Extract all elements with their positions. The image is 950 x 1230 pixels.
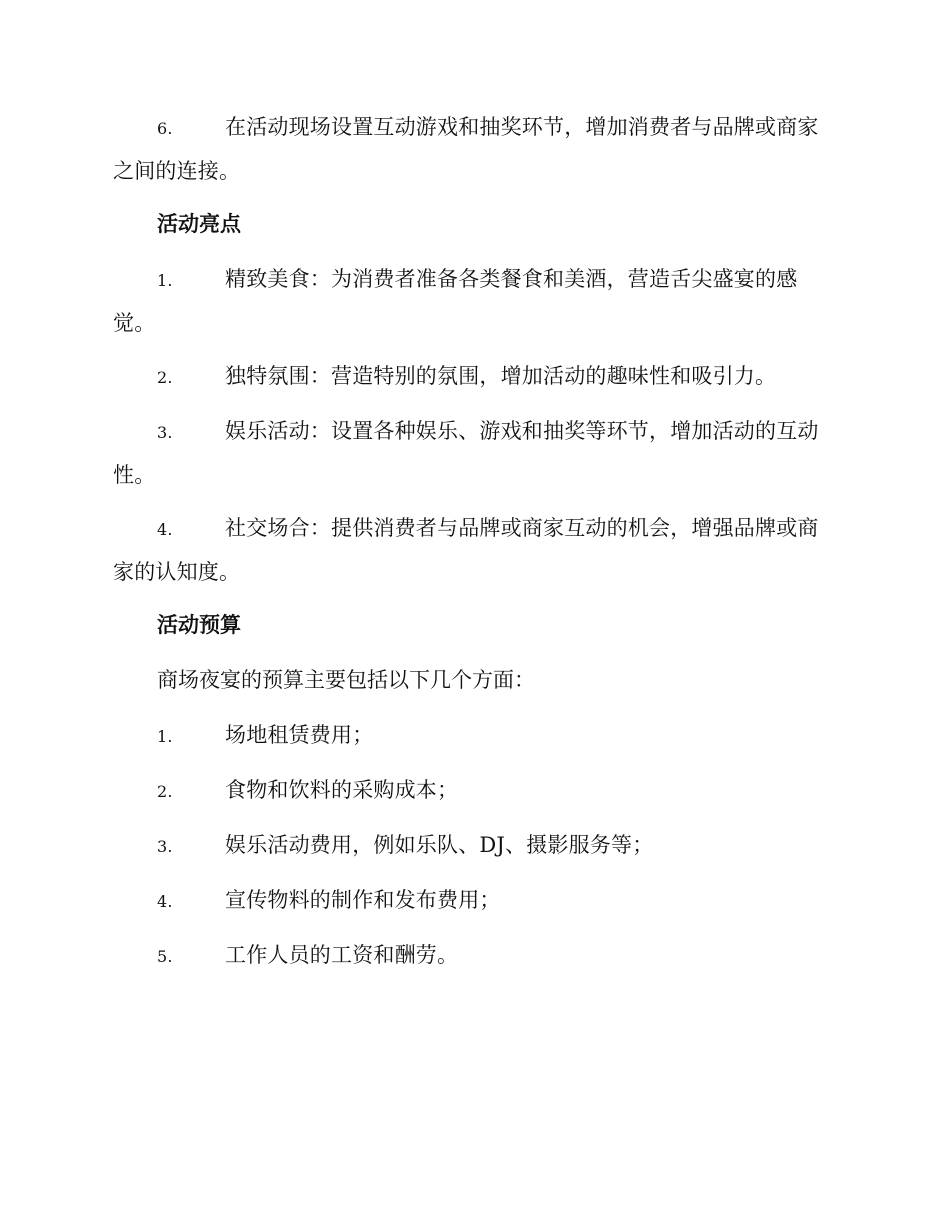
list-text: 独特氛围：营造特别的氛围，增加活动的趣味性和吸引力。 bbox=[225, 364, 777, 388]
list-text: 社交场合：提供消费者与品牌或商家互动的机会，增强品牌或商家的认知度。 bbox=[113, 516, 819, 584]
list-text: 宣传物料的制作和发布费用； bbox=[225, 888, 501, 912]
list-item bbox=[113, 507, 835, 593]
list-number: 5. bbox=[157, 947, 173, 966]
list-number: 2. bbox=[157, 782, 173, 801]
list-number: 6. bbox=[157, 119, 173, 138]
section-heading-highlights: 活动亮点 bbox=[157, 212, 241, 236]
list-number: 3. bbox=[157, 423, 173, 442]
list-text: 食物和饮料的采购成本； bbox=[225, 778, 459, 802]
list-text: 娱乐活动：设置各种娱乐、游戏和抽奖等环节，增加活动的互动性。 bbox=[113, 419, 819, 487]
list-text: 娱乐活动费用，例如乐队、DJ、摄影服务等； bbox=[225, 833, 654, 857]
list-item bbox=[113, 355, 835, 399]
list-item bbox=[113, 769, 835, 813]
list-number: 1. bbox=[157, 727, 173, 746]
list-text: 场地租赁费用； bbox=[225, 723, 374, 747]
budget-intro: 商场夜宴的预算主要包括以下几个方面： bbox=[157, 668, 535, 692]
list-item bbox=[113, 824, 835, 868]
list-text: 精致美食：为消费者准备各类餐食和美酒，营造舌尖盛宴的感觉。 bbox=[113, 267, 798, 335]
list-number: 3. bbox=[157, 837, 173, 856]
list-text: 在活动现场设置互动游戏和抽奖环节，增加消费者与品牌或商家之间的连接。 bbox=[113, 115, 819, 183]
list-number: 2. bbox=[157, 368, 173, 387]
list-item bbox=[113, 258, 835, 344]
list-item bbox=[113, 714, 835, 758]
section-heading-budget: 活动预算 bbox=[157, 613, 241, 637]
list-number: 4. bbox=[157, 892, 173, 911]
list-item bbox=[113, 879, 835, 923]
list-number: 4. bbox=[157, 520, 173, 539]
list-item bbox=[113, 410, 835, 496]
list-number: 1. bbox=[157, 271, 173, 290]
list-text: 工作人员的工资和酬劳。 bbox=[225, 943, 459, 967]
list-item bbox=[113, 106, 835, 192]
list-item bbox=[113, 934, 835, 978]
